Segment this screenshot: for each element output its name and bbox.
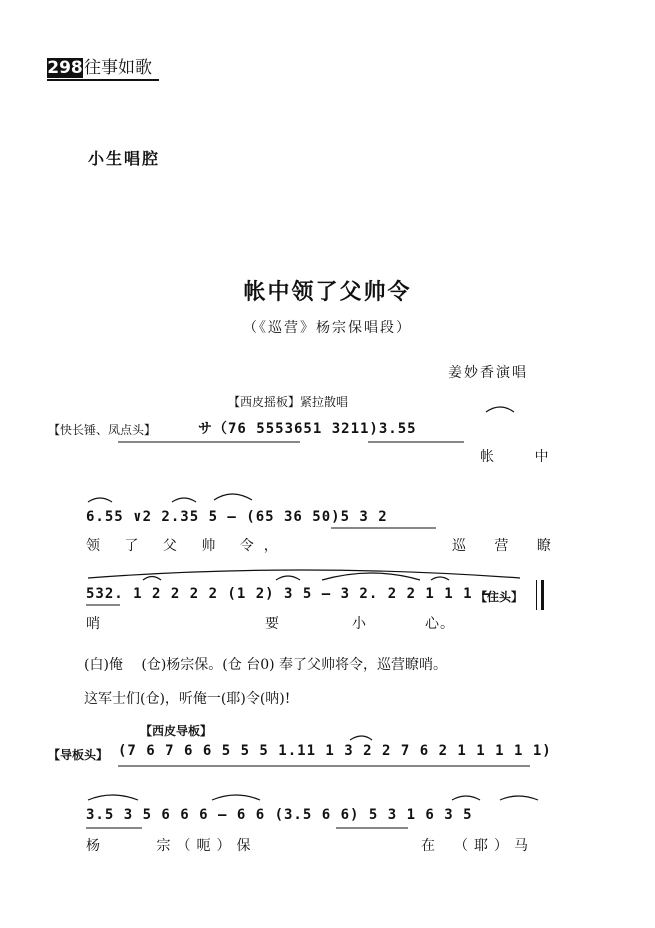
slur-arc (486, 407, 514, 412)
lyrics-word: 心。 (425, 616, 455, 632)
slur-arc (214, 494, 252, 500)
slur-arc (350, 736, 372, 740)
lyrics-line: 在 （耶）马 (421, 838, 534, 854)
song-title: 帐中领了父帅令 (243, 279, 412, 305)
song-subtitle: （《巡营》杨宗保唱段） (243, 320, 412, 336)
percussion-prefix: 【快长锤、凤点头】 (48, 423, 157, 437)
slur-arc (88, 498, 112, 502)
mode-marking: 【西皮导板】 (140, 724, 213, 738)
slur-arc (143, 577, 161, 581)
spoken-dialogue: (白)俺 (仓)杨宗保。(仓 台0) 奉了父帅将令，巡营瞭哨。 (84, 657, 448, 673)
slur-arc (276, 576, 300, 580)
lyrics-word: 哨 (86, 616, 101, 632)
slur-arc (172, 498, 196, 502)
lyrics-line: 杨 宗（呃）保 (86, 838, 257, 854)
slur-arc (500, 796, 538, 800)
mode-marking: 【西皮摇板】紧拉散唱 (228, 395, 349, 409)
spoken-dialogue: 这军士们(仓)，听俺一(耶)令(呐)! (84, 691, 291, 707)
slur-arc (431, 577, 449, 580)
notation-line: サ（76 5553651 3211)3.55 (198, 421, 417, 437)
slur-arc (452, 796, 480, 800)
lyrics-line: 巡 营 瞭 (452, 538, 563, 554)
notation-line: (7 6 7 6 6 5 5 5 1.11 1 3 2 2 7 6 2 1 1 1 1 1) (118, 743, 552, 759)
notation-line: 6.55 ∨2 2.35 5 – (65 36 50)5 3 2 (86, 509, 388, 525)
slur-arc (322, 573, 420, 580)
end-mark: 【住头】 (475, 590, 524, 604)
lyrics-word: 要 (265, 616, 280, 632)
notation-line: 532. 1 2 2 2 2 (1 2) 3 5 – 3 2. 2 2 1 1 1 – (86, 586, 492, 602)
book-title: 往事如歌 (84, 58, 152, 78)
page-number: 298 (47, 58, 83, 78)
section-label: 小生唱腔 (88, 149, 161, 168)
lyrics-word: 小 (352, 616, 367, 632)
percussion-prefix: 【导板头】 (48, 748, 109, 762)
lyrics-line: 领 了 父 帅 令， (86, 538, 288, 554)
slur-arc (88, 795, 138, 800)
performer-credit: 姜妙香演唱 (448, 365, 528, 381)
lyrics-line: 帐 中 (480, 449, 567, 465)
notation-line: 3.5 3 5 6 6 6 – 6 6 (3.5 6 6) 5 3 1 6 3 5 (86, 807, 473, 823)
slur-arc (212, 795, 260, 800)
